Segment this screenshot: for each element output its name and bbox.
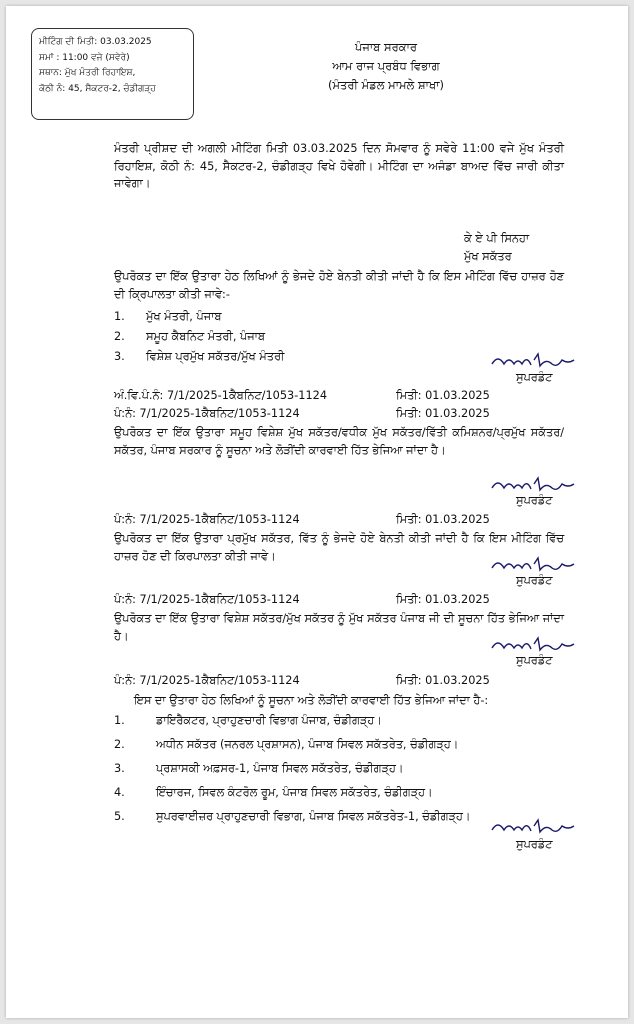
list-item: ਮੁੱਖ ਮੰਤਰੀ, ਪੰਜਾਬ xyxy=(146,310,222,323)
memo-reference: ਪੰ:ਨੰ: 7/1/2025-1ਕੈਬਨਿਟ/1053-1124 xyxy=(114,593,300,606)
list-item: ਡਾਇਰੈਕਟਰ, ਪ੍ਰਾਹੁਣਚਾਰੀ ਵਿਭਾਗ ਪੰਜਾਬ, ਚੰਡੀਗੜ੍ਹ। xyxy=(156,714,382,727)
memo-date: ਮਿਤੀ: 01.03.2025 xyxy=(396,389,490,402)
memo-paragraph: ਉਪਰੋਕਤ ਦਾ ਇੱਕ ਉਤਾਰਾ ਪ੍ਰਮੁੱਖ ਸਕੱਤਰ, ਵਿੱਤ ਨੂੰ ਭੇਜਦੇ ਹੋਏ ਬੇਨਤੀ ਕੀਤੀ ਜਾਂਦੀ ਹੈ ਕਿ ਇਸ ਮੀਟਿੰਗ ਵਿੱਚ ਹਾਜ਼ਰ ਹੋਣ ਦੀ ਕਿਰਪਾਲਤਾ ਕੀਤੀ ਜਾਵੇ। xyxy=(114,532,564,563)
memo-date: ਮਿਤੀ: 01.03.2025 xyxy=(396,513,490,526)
list-item-number: 3. xyxy=(114,350,125,363)
signature-mark xyxy=(488,814,588,840)
superintendent-label: ਸੁਪਰਡੰਟ xyxy=(516,654,553,667)
memo-reference: ਪੰ:ਨੰ: 7/1/2025-1ਕੈਬਨਿਟ/1053-1124 xyxy=(114,674,300,687)
meeting-venue: ਸਥਾਨ: ਮੁੱਖ ਮੰਤਰੀ ਰਿਹਾਇਸ਼, xyxy=(39,68,136,78)
government-name: ਪੰਜਾਬ ਸਰਕਾਰ xyxy=(354,40,418,54)
list-item: ਵਿਸ਼ੇਸ਼ ਪ੍ਰਮੁੱਖ ਸਕੱਤਰ/ਮੁੱਖ ਮੰਤਰੀ xyxy=(146,350,285,363)
meeting-venue-address: ਕੋਠੀ ਨੰ: 45, ਸੈਕਟਰ-2, ਚੰਡੀਗੜ੍ਹ xyxy=(39,83,156,94)
list-item: ਸਮੂਹ ਕੈਬਨਿਟ ਮੰਤਰੀ, ਪੰਜਾਬ xyxy=(146,330,265,343)
copy1-paragraph: ਉਪਰੋਕਤ ਦਾ ਇੱਕ ਉਤਾਰਾ ਹੇਠ ਲਿਖਿਆਂ ਨੂੰ ਭੇਜਦੇ ਹੋਏ ਬੇਨਤੀ ਕੀਤੀ ਜਾਂਦੀ ਹੈ ਕਿ ਇਸ ਮੀਟਿੰਗ ਵਿੱਚ ਹਾਜ਼ਰ ਹੋਣ ਦੀ ਕ੍ਰਿਪਾਲਤਾ ਕੀਤੀ ਜਾਵੇ:- xyxy=(114,270,564,301)
superintendent-label: ਸੁਪਰਡੰਟ xyxy=(516,371,553,384)
branch-name: (ਮੰਤਰੀ ਮੰਡਲ ਮਾਮਲੇ ਸ਼ਾਖਾ) xyxy=(328,78,444,92)
list-item: ਇੰਚਾਰਜ, ਸਿਵਲ ਕੰਟਰੋਲ ਰੂਮ, ਪੰਜਾਬ ਸਿਵਲ ਸਕੱਤਰੇਤ, ਚੰਡੀਗੜ੍ਹ। xyxy=(156,786,433,799)
memo-reference: ਅੰ.ਵਿ.ਪੰ.ਨੰ: 7/1/2025-1ਕੈਬਨਿਟ/1053-1124 xyxy=(114,389,328,402)
list-item-number: 1. xyxy=(114,310,125,323)
memo-date: ਮਿਤੀ: 01.03.2025 xyxy=(396,593,490,606)
list-item-number: 1. xyxy=(114,714,125,727)
list-item-number: 5. xyxy=(114,810,125,823)
superintendent-label: ਸੁਪਰਡੰਟ xyxy=(516,838,553,851)
list-item-number: 2. xyxy=(114,738,125,751)
memo-date: ਮਿਤੀ: 01.03.2025 xyxy=(396,407,490,420)
list-item-number: 3. xyxy=(114,762,125,775)
list-item: ਸੁਪਰਵਾਈਜ਼ਰ ਪ੍ਰਾਹੁਣਚਾਰੀ ਵਿਭਾਗ, ਪੰਜਾਬ ਸਿਵਲ ਸਕੱਤਰੇਤ-1, ਚੰਡੀਗੜ੍ਹ। xyxy=(156,810,471,823)
document-page xyxy=(6,6,628,1018)
signatory-designation: ਮੁੱਖ ਸਕੱਤਰ xyxy=(464,250,512,263)
memo-reference: ਪੰ:ਨੰ: 7/1/2025-1ਕੈਬਨਿਟ/1053-1124 xyxy=(114,407,300,420)
signatory-block xyxy=(464,230,529,266)
superintendent-label: ਸੁਪਰਡੰਟ xyxy=(516,574,553,587)
signatory-name: ਕੇ ਏ ਪੀ ਸਿਨਹਾ xyxy=(464,232,530,245)
memo-paragraph: ਇਸ ਦਾ ਉਤਾਰਾ ਹੇਠ ਲਿਖਿਆਂ ਨੂੰ ਸੂਚਨਾ ਅਤੇ ਲੋੜੀਂਦੀ ਕਾਰਵਾਈ ਹਿੱਤ ਭੇਜਿਆ ਜਾਂਦਾ ਹੈ-: xyxy=(134,694,489,707)
list-item: ਅਧੀਨ ਸਕੱਤਰ (ਜਨਰਲ ਪ੍ਰਸ਼ਾਸਨ), ਪੰਜਾਬ ਸਿਵਲ ਸਕੱਤਰੇਤ, ਚੰਡੀਗੜ੍ਹ। xyxy=(156,738,459,751)
meeting-date: ਮੀਟਿੰਗ ਦੀ ਮਿਤੀ: 03.03.2025 xyxy=(39,37,152,47)
department-name: ਆਮ ਰਾਜ ਪ੍ਰਬੰਧ ਵਿਭਾਗ xyxy=(332,59,440,73)
list-item-number: 4. xyxy=(114,786,125,799)
memo-reference: ਪੰ:ਨੰ: 7/1/2025-1ਕੈਬਨਿਟ/1053-1124 xyxy=(114,513,300,526)
superintendent-label: ਸੁਪਰਡੰਟ xyxy=(516,494,553,507)
meeting-info-box xyxy=(31,28,194,120)
memo-paragraph: ਉਪਰੋਕਤ ਦਾ ਇੱਕ ਉਤਾਰਾ ਸਮੂਹ ਵਿਸ਼ੇਸ਼ ਮੁੱਖ ਸਕੱਤਰ/ਵਧੀਕ ਮੁੱਖ ਸਕੱਤਰ/ਵਿੱਤੀ ਕਮਿਸ਼ਨਰ/ਪ੍ਰਮੁੱਖ ਸਕੱਤਰ/ਸਕੱਤਰ, ਪੰਜਾਬ ਸਰਕਾਰ ਨੂੰ ਸੂਚਨਾ ਅਤੇ ਲੋੜੀਂਦੀ ਕਾਰਵਾਈ ਹਿੱਤ ਭੇਜਿਆ ਜਾਂਦਾ ਹੈ। xyxy=(114,426,564,457)
list-item: ਪ੍ਰਸ਼ਾਸਕੀ ਅਫ਼ਸਰ-1, ਪੰਜਾਬ ਸਿਵਲ ਸਕੱਤਰੇਤ, ਚੰਡੀਗੜ੍ਹ। xyxy=(156,762,404,775)
list-item-number: 2. xyxy=(114,330,125,343)
memo-date: ਮਿਤੀ: 01.03.2025 xyxy=(396,674,490,687)
meeting-time: ਸਮਾਂ : 11:00 ਵਜੇ (ਸਵੇਰੇ) xyxy=(39,52,130,63)
intro-paragraph: ਮੰਤਰੀ ਪ੍ਰੀਸ਼ਦ ਦੀ ਅਗਲੀ ਮੀਟਿੰਗ ਮਿਤੀ 03.03.2025 ਦਿਨ ਸੋਮਵਾਰ ਨੂੰ ਸਵੇਰੇ 11:00 ਵਜੇ ਮੁੱਖ ਮੰਤਰੀ ਰਿਹਾਇਸ਼, ਕੋਠੀ ਨੰ: 45, ਸੈਕਟਰ-2, ਚੰਡੀਗੜ੍ਹ ਵਿਖੇ ਹੋਵੇਗੀ। ਮੀਟਿੰਗ ਦਾ ਅਜੰਡਾ ਬਾਅਦ ਵਿੱਚ ਜਾਰੀ ਕੀਤਾ ਜਾਵੇਗਾ। xyxy=(114,142,564,190)
memo-paragraph: ਉਪਰੋਕਤ ਦਾ ਇੱਕ ਉਤਾਰਾ ਵਿਸ਼ੇਸ਼ ਸਕੱਤਰ/ਮੁੱਖ ਸਕੱਤਰ ਨੂੰ ਮੁੱਖ ਸਕੱਤਰ ਪੰਜਾਬ ਜੀ ਦੀ ਸੂਚਨਾ ਹਿੱਤ ਭੇਜਿਆ ਜਾਂਦਾ ਹੈ। xyxy=(114,612,564,643)
letter-header xyxy=(306,38,466,95)
